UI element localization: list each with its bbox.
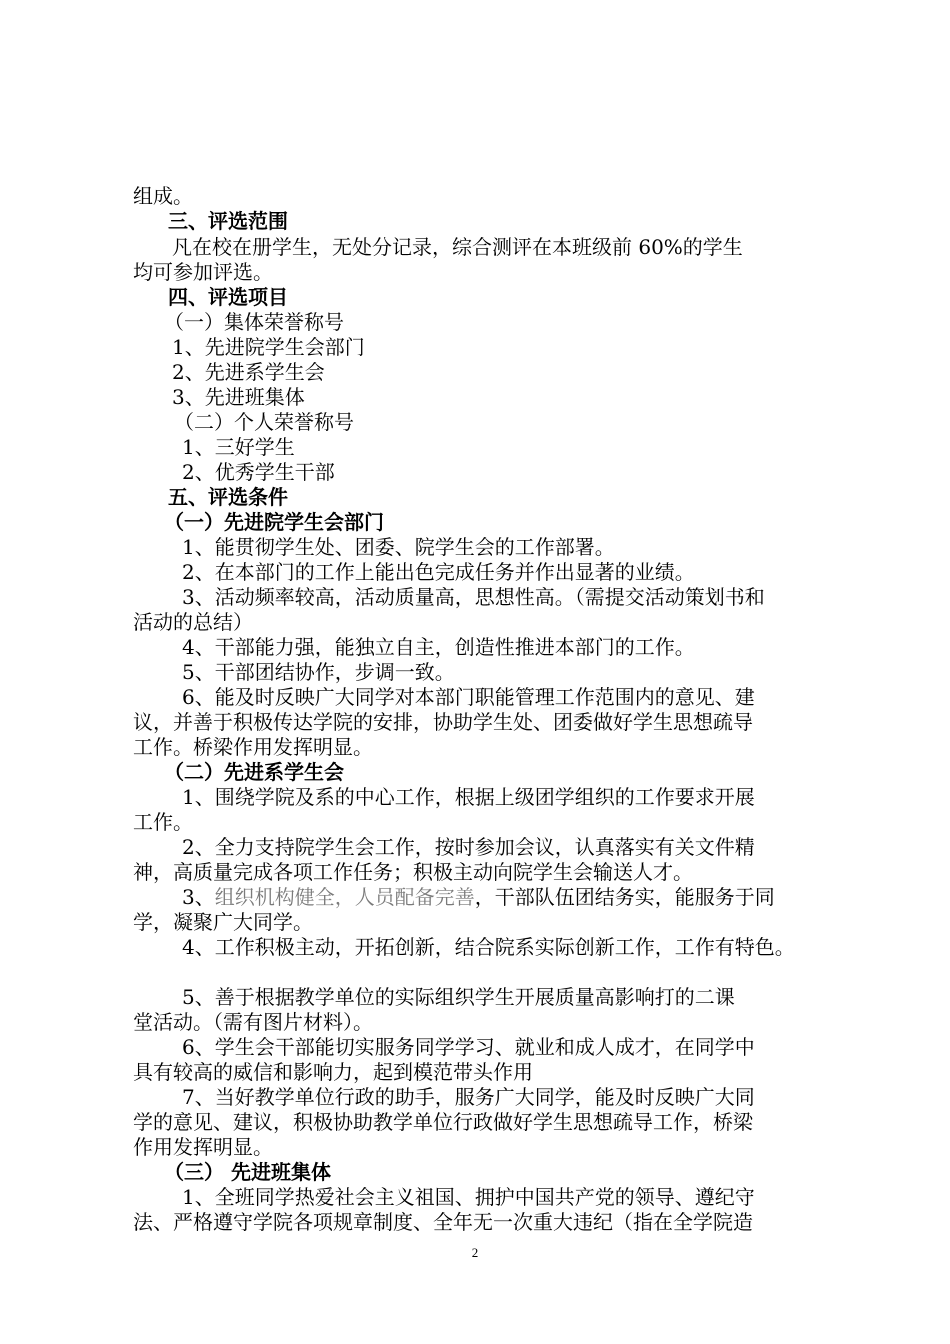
- text-line: 组成。: [133, 184, 193, 208]
- text-line: 3、活动频率较高，活动质量高，思想性高。（需提交活动策划书和: [182, 585, 765, 609]
- text-line: 具有较高的威信和影响力，起到模范带头作用: [133, 1060, 533, 1084]
- text-line: 5、干部团结协作，步调一致。: [182, 660, 455, 684]
- text-line: 2、优秀学生干部: [182, 460, 335, 484]
- subsection-heading: （一）先进院学生会部门: [164, 510, 384, 534]
- text-segment: ，干部队伍团结务实，能服务于同: [474, 885, 775, 909]
- page-number: 2: [471, 1245, 479, 1260]
- text-line: [182, 884, 775, 910]
- text-line: 法、严格遵守学院各项规章制度、全年无一次重大违纪（指在全学院造: [133, 1210, 753, 1234]
- text-line: 学的意见、建议，积极协助教学单位行政做好学生思想疏导工作，桥梁: [133, 1110, 753, 1134]
- text-line: 工作。桥梁作用发挥明显。: [133, 735, 373, 759]
- text-line: （二）个人荣誉称号: [174, 410, 354, 434]
- text-line: 4、工作积极主动，开拓创新，结合院系实际创新工作，工作有特色。: [182, 935, 795, 959]
- text-line: 1、围绕学院及系的中心工作，根据上级团学组织的工作要求开展: [182, 785, 755, 809]
- text-line: 7、当好教学单位行政的助手，服务广大同学，能及时反映广大同: [182, 1085, 755, 1109]
- text-line: 3、先进班集体: [172, 385, 305, 409]
- text-line: 均可参加评选。: [133, 260, 273, 284]
- text-line: 堂活动。（需有图片材料）。: [133, 1010, 373, 1034]
- subsection-heading: （三） 先进班集体: [164, 1160, 331, 1184]
- subsection-heading: （二）先进系学生会: [164, 760, 344, 784]
- section-heading: 三、评选范围: [168, 209, 288, 233]
- text-line: 活动的总结）: [133, 610, 253, 634]
- text-line: 2、全力支持院学生会工作，按时参加会议，认真落实有关文件精: [182, 835, 755, 859]
- text-line: 1、能贯彻学生处、团委、院学生会的工作部署。: [182, 535, 615, 559]
- text-line: 2、在本部门的工作上能出色完成任务并作出显著的业绩。: [182, 560, 695, 584]
- text-line: 工作。: [133, 810, 193, 834]
- section-heading: 四、评选项目: [168, 285, 288, 309]
- text-line: 议，并善于积极传达学院的安排，协助学生处、团委做好学生思想疏导: [133, 710, 753, 734]
- text-line: 6、能及时反映广大同学对本部门职能管理工作范围内的意见、建: [182, 685, 755, 709]
- text-line: 6、学生会干部能切实服务同学学习、就业和成人成才，在同学中: [182, 1035, 755, 1059]
- text-line: 神，高质量完成各项工作任务；积极主动向院学生会输送人才。: [133, 860, 693, 884]
- text-line: 学，凝聚广大同学。: [133, 910, 313, 934]
- text-line: 凡在校在册学生，无处分记录，综合测评在本班级前 60%的学生: [172, 235, 743, 259]
- text-line: 1、三好学生: [182, 435, 295, 459]
- text-line: 5、善于根据教学单位的实际组织学生开展质量高影响打的二课: [182, 985, 735, 1009]
- text-line: 4、干部能力强，能独立自主，创造性推进本部门的工作。: [182, 635, 695, 659]
- section-heading: 五、评选条件: [168, 485, 288, 509]
- text-segment: 3、: [182, 885, 215, 909]
- text-line: （一）集体荣誉称号: [164, 310, 344, 334]
- text-line: 1、先进院学生会部门: [172, 335, 365, 359]
- text-line: 1、全班同学热爱社会主义祖国、拥护中国共产党的领导、遵纪守: [182, 1185, 755, 1209]
- highlighted-text-segment: 组织机构健全，人员配备完善: [214, 885, 475, 909]
- text-line: 作用发挥明显。: [133, 1135, 273, 1159]
- text-line: 2、先进系学生会: [172, 360, 325, 384]
